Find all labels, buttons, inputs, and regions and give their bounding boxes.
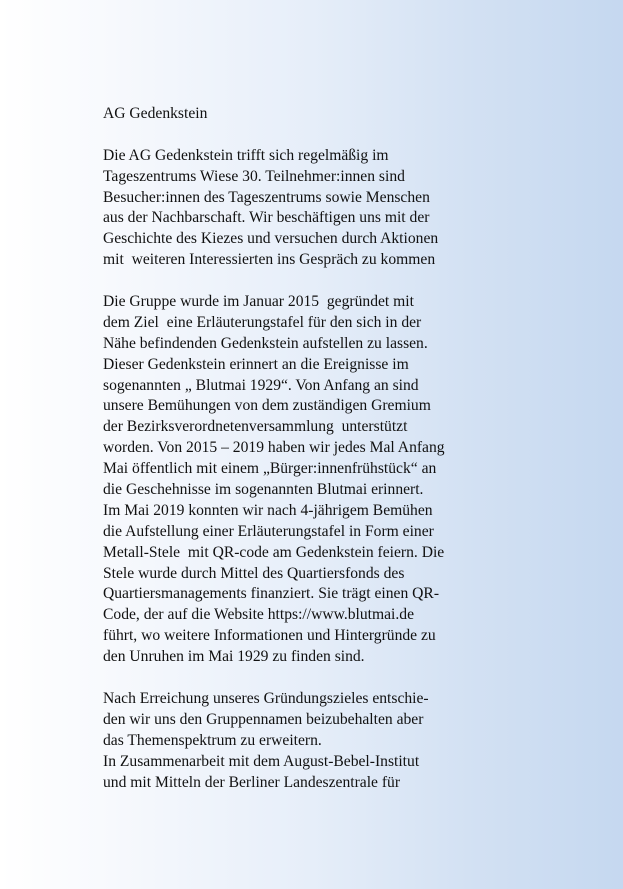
paragraph-history bbox=[103, 292, 543, 668]
text-line: Nähe befindenden Gedenkstein aufstellen zu lassen. bbox=[103, 334, 428, 352]
text-line: Tageszentrums Wiese 30. Teilnehmer:innen sind bbox=[103, 167, 405, 185]
text-line: Quartiersmanagements finanziert. Sie trägt einen QR- bbox=[103, 585, 440, 603]
text-line: die Geschehnisse im sogenannten Blutmai erinnert. bbox=[103, 481, 424, 499]
text-line: dem Ziel eine Erläuterungstafel für den sich in der bbox=[103, 313, 422, 331]
text-line: den wir uns den Gruppennamen beizubehalten aber bbox=[103, 710, 424, 728]
text-line: Mai öffentlich mit einem „Bürger:innenfrühstück“ an bbox=[103, 460, 437, 478]
text-line: Besucher:innen des Tageszentrums sowie Menschen bbox=[103, 188, 430, 206]
document-body bbox=[103, 104, 543, 793]
text-line: Im Mai 2019 konnten wir nach 4-jährigem Bemühen bbox=[103, 501, 433, 519]
paragraph-intro bbox=[103, 146, 543, 271]
text-line: Geschichte des Kiezes und versuchen durch Aktionen bbox=[103, 230, 439, 248]
text-line: Nach Erreichung unseres Gründungszieles entschie- bbox=[103, 689, 429, 707]
text-line: der Bezirksverordnetenversammlung unterstützt bbox=[103, 418, 408, 436]
text-line: Code, der auf die Website https://www.blutmai.de bbox=[103, 606, 414, 624]
text-line: Metall-Stele mit QR-code am Gedenkstein feiern. Die bbox=[103, 543, 445, 561]
text-line: führt, wo weitere Informationen und Hintergründe zu bbox=[103, 627, 436, 645]
text-line: Die Gruppe wurde im Januar 2015 gegründet mit bbox=[103, 293, 414, 311]
text-line: Die AG Gedenkstein trifft sich regelmäßig im bbox=[103, 146, 389, 164]
text-line: sogenannten „ Blutmai 1929“. Von Anfang an sind bbox=[103, 376, 419, 394]
text-line: das Themenspektrum zu erweitern. bbox=[103, 731, 322, 749]
text-line: unsere Bemühungen von dem zuständigen Gremium bbox=[103, 397, 431, 415]
document-title: AG Gedenkstein bbox=[103, 105, 208, 122]
paragraph-expansion bbox=[103, 689, 543, 793]
text-line: den Unruhen im Mai 1929 zu finden sind. bbox=[103, 648, 365, 666]
text-line: In Zusammenarbeit mit dem August-Bebel-Institut bbox=[103, 752, 420, 770]
text-line: die Aufstellung einer Erläuterungstafel in Form einer bbox=[103, 522, 434, 540]
text-line: aus der Nachbarschaft. Wir beschäftigen uns mit der bbox=[103, 209, 430, 227]
text-line: Stele wurde durch Mittel des Quartiersfonds des bbox=[103, 564, 405, 582]
text-line: und mit Mitteln der Berliner Landeszentrale für bbox=[103, 773, 401, 791]
text-line: mit weiteren Interessierten ins Gespräch zu kommen bbox=[103, 251, 436, 269]
paragraph-gap bbox=[103, 668, 543, 689]
paragraph-gap bbox=[103, 271, 543, 292]
text-line: worden. Von 2015 – 2019 haben wir jedes Mal Anfang bbox=[103, 439, 445, 457]
paragraph-gap bbox=[103, 125, 543, 146]
text-line: Dieser Gedenkstein erinnert an die Ereignisse im bbox=[103, 355, 409, 373]
